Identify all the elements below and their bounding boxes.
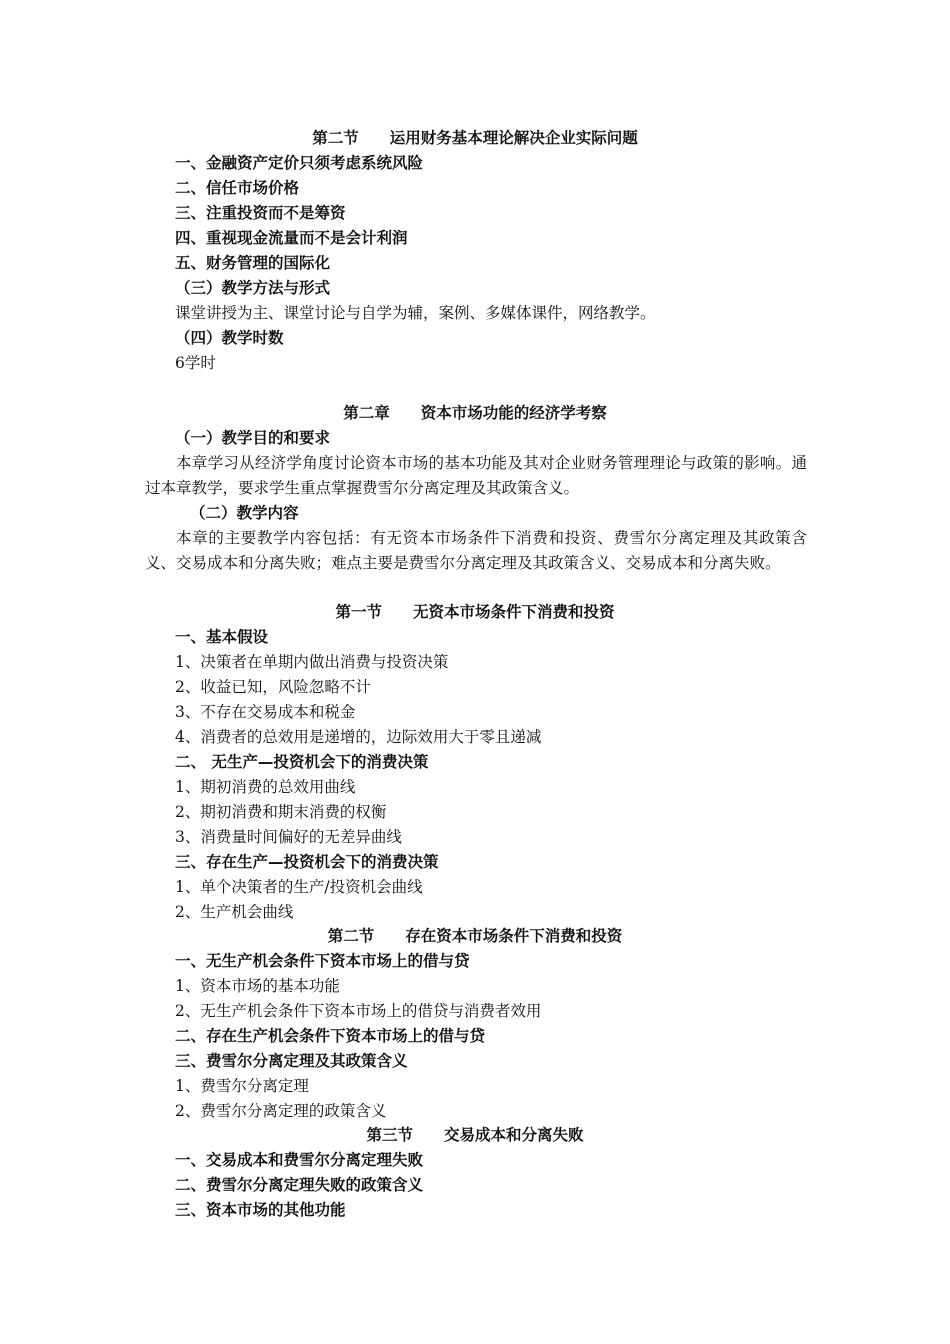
section-item: 二、信任市场价格 [175,179,300,197]
list-item: 4、消费者的总效用是递增的，边际效用大于零且递减 [175,728,542,746]
list-item: 2、费雪尔分离定理的政策含义 [175,1102,387,1120]
section-title: 第二节 运用财务基本理论解决企业实际问题 [312,129,638,147]
list-item: 3、消费量时间偏好的无差异曲线 [175,828,402,846]
list-item: 1、期初消费的总效用曲线 [175,778,356,796]
subsection-heading: 一、交易成本和费雪尔分离定理失败 [175,1151,424,1169]
content-heading: （二）教学内容 [190,504,299,522]
section-title: 第一节 无资本市场条件下消费和投资 [335,603,615,621]
list-item: 2、无生产机会条件下资本市场上的借贷与消费者效用 [175,1002,542,1020]
subsection-heading: 三、存在生产—投资机会下的消费决策 [175,853,439,871]
method-text: 课堂讲授为主、课堂讨论与自学为辅，案例、多媒体课件，网络教学。 [175,304,656,322]
section-item: 五、财务管理的国际化 [175,254,331,272]
list-item: 1、费雪尔分离定理 [175,1077,309,1095]
subsection-heading: 一、无生产机会条件下资本市场上的借与贷 [175,952,470,970]
section-title: 第三节 交易成本和分离失败 [366,1126,584,1144]
subsection-heading: 二、 无生产—投资机会下的消费决策 [175,753,429,771]
subsection-heading: 二、存在生产机会条件下资本市场上的借与贷 [175,1027,486,1045]
subsection-heading: 二、费雪尔分离定理失败的政策含义 [175,1176,424,1194]
hours-heading: （四）教学时数 [175,329,284,347]
list-item: 2、生产机会曲线 [175,903,294,921]
section-item: 三、注重投资而不是筹资 [175,204,346,222]
list-item: 3、不存在交易成本和税金 [175,703,356,721]
list-item: 1、单个决策者的生产/投资机会曲线 [175,878,423,896]
list-item: 1、决策者在单期内做出消费与投资决策 [175,653,449,671]
section-item: 一、金融资产定价只须考虑系统风险 [175,154,424,172]
section-item: 四、重视现金流量而不是会计利润 [175,229,408,247]
subsection-heading: 三、资本市场的其他功能 [175,1201,346,1219]
goal-paragraph: 本章学习从经济学角度讨论资本市场的基本功能及其对企业财务管理理论与政策的影响。通过本章教学，要求学生重点掌握费雪尔分离定理及其政策含义。 [145,454,807,497]
section-title: 第二节 存在资本市场条件下消费和投资 [327,927,623,945]
chapter-title: 第二章 资本市场功能的经济学考察 [343,404,607,422]
list-item: 2、期初消费和期末消费的权衡 [175,803,387,821]
method-heading: （三）教学方法与形式 [175,279,331,297]
subsection-heading: 三、费雪尔分离定理及其政策含义 [175,1052,408,1070]
goal-heading: （一）教学目的和要求 [175,429,331,447]
subsection-heading: 一、基本假设 [175,628,269,646]
list-item: 1、资本市场的基本功能 [175,977,340,995]
list-item: 2、收益已知，风险忽略不计 [175,678,371,696]
hours-text: 6学时 [175,354,216,372]
content-paragraph: 本章的主要教学内容包括：有无资本市场条件下消费和投资、费雪尔分离定理及其政策含义、交易成本和分离失败；难点主要是费雪尔分离定理及其政策含义、交易成本和分离失败。 [145,529,807,572]
